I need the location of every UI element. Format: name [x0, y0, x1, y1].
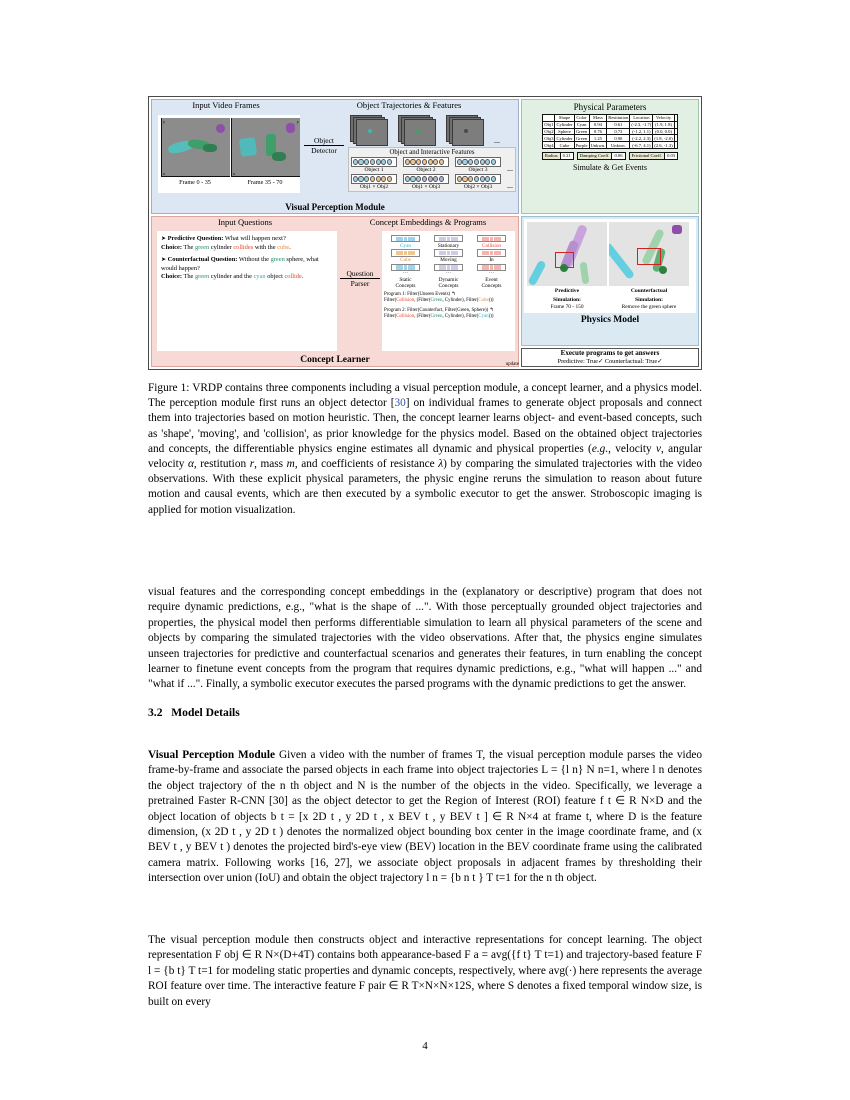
concept-learner-label: Concept Learner	[300, 355, 370, 365]
simulations-row	[524, 219, 696, 313]
embedding-columns	[384, 235, 513, 289]
physical-parameters-title: Physical Parameters	[573, 102, 647, 112]
param-cell-1-3: 0.76	[589, 128, 607, 135]
features-title: Object and Interactive Features	[389, 149, 475, 156]
body-paragraph-3: The visual perception module then constructs object and interactive representations for concept learning. The object representation F obj ∈ R N×(D+4T) contains both appearance-based F a = avg({f t} T t=1) and trajectory-based feature F l = {b t} T t=1 for modeling static properties and dynamic concepts, respectively, where avg(·) here represents the average ROI feature over time. The interactive feature F pair ∈ R T×N×N×12S, where S denotes a fixed temporal window size, is built on every	[148, 934, 702, 1008]
parser-line-1: Question	[340, 269, 380, 279]
embedding-group-0: Static Concepts	[395, 277, 416, 290]
physics-model-panel	[521, 216, 699, 346]
embedding-bar-extra-2	[477, 264, 506, 271]
object-feature-label-2: Object 2	[416, 167, 436, 174]
embedding-bar-1-0	[434, 235, 463, 242]
pair-feature-1	[351, 174, 397, 190]
param-cell-1-5: (-1.2, 1.1)	[630, 128, 653, 135]
caption-text-4: , angular velocity	[148, 442, 702, 471]
caption-eg: e.g.	[591, 442, 609, 455]
input-video-frames-title: Input Video Frames	[192, 100, 260, 110]
program-token-1-0: Filter(	[384, 314, 397, 320]
table-row	[543, 135, 677, 142]
question-parser-label	[340, 269, 380, 288]
param-cell-3-5: (-6.7, 4.1)	[630, 142, 653, 149]
figure-caption	[148, 381, 702, 518]
embedding-bar-extra-0	[391, 264, 420, 271]
embedding-label-2-1: In	[489, 257, 494, 264]
section-title: Model Details	[171, 706, 240, 719]
embedding-group-1: Dynamic Concepts	[438, 277, 459, 290]
question-text-predictive: What will happen next?	[223, 235, 286, 242]
frame-2-image: y x	[233, 119, 299, 176]
embedding-dots-2: ···	[489, 271, 494, 277]
param-cell-2-4: 0.90	[607, 135, 630, 142]
caption-text-1: VRDP contains three components including a visual perception module, a concept learner, and a physics model. The perception module first runs an object detector [	[148, 382, 702, 410]
program-token-1-3: Green	[430, 314, 443, 320]
param-column-header-7	[674, 115, 677, 122]
param-cell-2-3: 1.25	[589, 135, 607, 142]
choice-predictive-p6: .	[289, 243, 291, 251]
embedding-dots-0: ···	[403, 271, 408, 277]
pair-feature-3	[455, 174, 501, 190]
features-box	[348, 147, 516, 192]
caption-text-7: , and coefficients of resistance	[294, 458, 439, 471]
choice-predictive-p4: with the	[253, 243, 278, 251]
param-cell-0-3: 0.94	[589, 121, 607, 128]
param-column-header-6: Velocity	[653, 115, 674, 122]
param-cell-3-2: Purple	[575, 142, 588, 148]
param-cell-0-1: Cylinder	[556, 122, 573, 128]
choice-predictive-p2: cylinder	[209, 243, 234, 251]
concept-learner-panel	[151, 216, 519, 367]
pair-feature-label-1: Obj1 × Obj2	[359, 184, 389, 191]
param-cell-3-1: Cube	[555, 142, 574, 149]
predictive-sim-title-2: Simulation:	[553, 297, 581, 303]
object-feature-label-1: Object 1	[364, 167, 384, 174]
section-heading	[148, 706, 702, 719]
embedding-column-0	[386, 235, 426, 289]
program-token-1-1: Collision	[396, 314, 415, 320]
param-cell-0-7	[674, 121, 677, 128]
coefficient-1	[577, 152, 626, 160]
embedding-label-1-1: Moving	[440, 257, 457, 264]
program-token-0-5: Cube	[478, 298, 489, 304]
param-cell-3-4: Unkwn.	[607, 142, 630, 149]
object-feature-2	[403, 157, 449, 173]
paragraph-2-lead: Visual Perception Module	[148, 749, 276, 761]
embedding-column-1	[429, 235, 469, 289]
param-cell-1-7	[674, 128, 677, 135]
choice-cf-collide: collide	[284, 273, 302, 281]
video-frames-box	[158, 115, 300, 193]
question-type-predictive: Predictive Question:	[167, 235, 224, 242]
table-row	[543, 142, 677, 149]
object-feature-ellipsis: ...	[507, 164, 513, 174]
visual-perception-module-label: Visual Perception Module	[285, 202, 385, 212]
param-cell-2-2: Green	[575, 135, 588, 141]
embedding-bar-2-1	[477, 249, 506, 256]
simulate-get-events-label: Simulate & Get Events	[573, 162, 647, 172]
program-token-0-3: Green	[430, 298, 443, 304]
embedding-dots-1: ···	[446, 271, 451, 277]
embedding-label-2-0: Collision	[481, 242, 502, 249]
embedding-column-2	[472, 235, 512, 289]
counterfactual-sim-title-1: Counterfactual	[630, 288, 668, 294]
vpm-body	[152, 114, 518, 196]
choice-cf-green: green	[194, 273, 210, 281]
param-cell-2-7	[674, 135, 677, 142]
page-content	[145, 0, 705, 1100]
coefficient-value-2: 0.03	[667, 153, 676, 159]
vpm-titles	[152, 100, 518, 114]
choice-cf-p2: cylinder and the	[209, 273, 254, 281]
program-token-0-4: , Cylinder), Filter(	[442, 298, 479, 304]
table-row	[543, 121, 677, 128]
pair-feature-label-3: Obj2 × Obj3	[463, 184, 493, 191]
update-label: update	[505, 362, 519, 367]
visual-perception-module-panel	[151, 99, 519, 214]
question-text-cf-green: green	[270, 256, 285, 264]
pair-feature-label-2: Obj1 × Obj3	[411, 184, 441, 191]
choice-cf-cyan: cyan	[253, 273, 266, 281]
param-column-header-5: Location	[630, 115, 653, 122]
program-token-0-2: , (Filter(	[414, 298, 431, 304]
choice-label-counterfactual: Choice:	[161, 273, 182, 281]
param-cell-1-0: Obj2	[544, 128, 554, 134]
param-cell-3-3: Unkwn.	[590, 142, 606, 148]
trajectory-stack-1	[350, 115, 390, 145]
predictive-sim-sub: Frame 70 - 150	[550, 304, 584, 310]
frame-1-image: y x	[161, 118, 230, 177]
concept-embeddings-title: Concept Embeddings & Programs	[369, 217, 487, 227]
param-cell-1-1: Sphere	[555, 128, 574, 135]
object-feature-1	[351, 157, 397, 173]
trajectory-stack-3	[446, 115, 486, 145]
param-cell-2-1: Cylinder	[556, 135, 573, 141]
detector-line-1: Object	[304, 136, 344, 146]
physical-parameters-panel	[521, 99, 699, 214]
param-cell-1-6: (0.0, 0.0)	[653, 128, 674, 135]
concept-embeddings-box	[382, 231, 515, 351]
body-paragraph-1: visual features and the corresponding concept embeddings in the (explanatory or descriptive) program that does not require dynamic predictions, e.g., "what is the shape of ...". With those perceptually grounded object trajectories and properties, the physical model then performs differentiable simulation to learn all physical parameters of the scene and objects by comparing the simulated trajectories with the video observations. After that, the physics engine simulates unseen trajectories for predictive and counterfactual scenarios and generates their features, in turn enabling the concept learner to finetune event concepts from the program that requires dynamic predictions, e.g., "what will happen ..." and "what if ...". Finally, a symbolic executor executes the parsed programs with the dynamic predictions to get the answer.	[148, 586, 702, 691]
choice-label-predictive: Choice:	[161, 243, 182, 251]
coefficient-key-0: Radius	[543, 153, 561, 159]
detector-line-2: Detector	[311, 146, 337, 155]
embedding-label-0-1: Cube	[400, 257, 411, 264]
param-column-header-2: Color	[574, 115, 589, 122]
question-text-cf-1: Without the	[237, 256, 271, 264]
caption-text-6: , mass	[254, 458, 287, 471]
pair-feature-row	[351, 174, 513, 190]
choice-predictive-collides: collides	[233, 243, 254, 251]
input-questions-box	[157, 231, 337, 351]
execute-programs-box	[521, 348, 699, 367]
embedding-bar-1-1	[434, 249, 463, 256]
question-text-cf-2: sphere, what would happen?	[161, 256, 319, 272]
question-item-counterfactual	[161, 256, 333, 282]
programs-block	[384, 292, 513, 320]
param-cell-2-5: (-2.2, 2.3)	[630, 135, 653, 142]
object-detector-label	[304, 136, 344, 155]
object-feature-label-3: Object 3	[468, 167, 488, 174]
paragraph-2-text: Given a video with the number of frames T, the visual perception module parses the video frame-by-frame and associate the parsed objects in each frame into object trajectories L = {l n} N n=1, where l n denotes the object trajectory of the n th object and N is the number of the objects in the video. Specifically, we leverage a pretrained Faster R-CNN [30] as the object detector to get the Region of Interest (ROI) feature f t ∈ R N×D and the object location of objects b t = [x 2D t , y 2D t , x BEV t , y BEV t ] ∈ R N×4 at frame t, where D is the feature dimension, (x 2D t , y 2D t ) denotes the normalized object bounding box center in the image coordinate frame, and (x BEV t , y BEV t ) denotes the projected bird's-eye view (BEV) location in the BEV coordinate frame using the calibrated camera matrix. Following works [16, 27], we associate object proposals in adjacent frames by thresholding their intersection over union (IoU) and obtain the object trajectory l n = {b n t } T t=1 for the n th object.	[148, 749, 703, 885]
embedding-bar-0-1	[391, 249, 420, 256]
param-cell-3-0: Obj4	[544, 142, 554, 148]
execute-programs-title: Execute programs to get answers	[560, 349, 660, 357]
coefficient-value-1: 0.06	[614, 153, 623, 159]
counterfactual-simulation-image	[609, 222, 689, 286]
choice-predictive-p0: The	[183, 243, 195, 251]
param-cell-0-6: (1.9, 1.8)	[653, 121, 674, 128]
param-cell-0-0: Obj1	[544, 122, 554, 128]
param-cell-0-4: 0.61	[607, 121, 630, 128]
parser-line-2: Parser	[350, 279, 370, 288]
caption-text-8: ) by comparing the simulated trajectories with the video observations. With these explicit physical parameters, the physic engine reruns the simulation to reason about future motion and causal events, which are then executed by a symbolic executor to get the answer. Stroboscopic imaging is applied for motion visualization.	[148, 458, 702, 516]
param-cell-0-2: Cyan	[574, 121, 589, 128]
program-head-1: Program 2: Filter(Counterfact, Filter(Green, Sphere)) ↰	[384, 307, 494, 313]
object-feature-row	[351, 157, 513, 173]
param-column-header-4: Restitution	[608, 115, 629, 121]
choice-predictive-green: green	[194, 243, 210, 251]
embedding-group-2: Event Concepts	[481, 277, 502, 290]
embedding-bar-2-0	[477, 235, 506, 242]
caption-symbol-alpha: α	[187, 458, 194, 471]
object-trajectories-title: Object Trajectories & Features	[356, 100, 462, 110]
frame-2-caption: Frame 35 - 70	[247, 179, 283, 186]
program-token-1-6: )))	[488, 314, 494, 320]
choice-cf-p0: The	[183, 273, 195, 281]
caption-text-5: , restitution	[193, 458, 250, 471]
program-token-1-5: Cyan	[478, 314, 489, 320]
choice-cf-p4: object	[265, 273, 285, 281]
execute-programs-results: Predictive: True✓ Counterfactual: True✓	[557, 358, 663, 365]
program-token-0-0: Filter(	[384, 298, 397, 304]
param-column-header-1: Shape	[555, 115, 574, 122]
page-number: 4	[422, 1040, 428, 1052]
embedding-label-1-0: Stationary	[437, 242, 460, 249]
frame-1-caption: Frame 0 - 35	[179, 179, 211, 186]
param-cell-0-5: (-2.3, -1.7)	[631, 122, 652, 128]
question-type-counterfactual: Counterfactual Question:	[167, 256, 238, 264]
predictive-sim-title-1: Predictive	[554, 288, 580, 294]
counterfactual-sim-title-2: Simulation:	[635, 297, 663, 303]
counterfactual-simulation	[609, 222, 689, 310]
caption-citation-30: 30	[394, 397, 406, 410]
param-column-header-3: Mass	[589, 115, 607, 122]
caption-symbol-lambda: λ	[438, 458, 444, 471]
param-cell-3-7	[674, 142, 677, 149]
predictive-simulation	[527, 222, 607, 310]
embedding-bar-extra-1	[434, 264, 463, 271]
embedding-bar-0-0	[391, 235, 420, 242]
param-cell-3-6: (2.6, -1.3)	[654, 142, 673, 148]
physical-parameters-table	[542, 114, 677, 149]
question-item-predictive	[161, 235, 333, 252]
pair-feature-ellipsis: ...	[507, 181, 513, 191]
section-number: 3.2	[148, 706, 163, 719]
bullet-arrow-icon: ➤	[161, 236, 167, 242]
program-token-1-2: , (Filter(	[414, 314, 431, 320]
coefficient-value-0: 0.21	[562, 153, 571, 159]
body-paragraph-2	[148, 748, 702, 887]
trajectory-ellipsis: ...	[494, 136, 500, 145]
param-column-header-0	[543, 115, 555, 122]
frame-1-wrap	[161, 118, 229, 190]
caption-symbol-v: v	[655, 442, 661, 455]
program-token-0-6: )))	[488, 298, 494, 304]
param-cell-1-4: 0.73	[607, 128, 630, 135]
program-body-1	[384, 314, 513, 320]
caption-text-2: ] on individual frames to generate object proposals and connect them into trajectories based on motion heuristic. Then, the concept learner learns object- and event-based concepts, such as 'shape', 'moving', and 'collision', as prior knowledge for the physics model. Based on the obtained object trajectories and concepts, the differentiable physics engine estimates all dynamic and physical properties (	[148, 397, 703, 455]
param-cell-1-2: Green	[575, 128, 588, 134]
program-token-0-1: Collision	[396, 298, 415, 304]
figure-1	[148, 96, 702, 370]
choice-cf-p6: .	[301, 273, 304, 281]
bullet-arrow-icon-2: ➤	[161, 257, 167, 264]
coefficients-row	[522, 152, 698, 160]
trajectories-area	[348, 115, 516, 195]
trajectory-stacks	[348, 115, 516, 145]
coefficient-key-1: Damping Coeff.	[578, 153, 613, 159]
object-feature-3	[455, 157, 501, 173]
caption-symbol-r: r	[249, 458, 255, 471]
coefficient-key-2: Frictional Coeff.	[630, 153, 666, 159]
table-header-row	[543, 115, 677, 122]
param-cell-2-0: Obj3	[544, 135, 554, 141]
param-cell-2-6: (1.8, -2.0)	[654, 135, 673, 141]
embedding-label-0-0: Cyan	[400, 242, 411, 249]
coefficient-2	[629, 152, 679, 160]
program-head-0: Program 1: Filter(Unseen Events) ↰	[384, 292, 456, 298]
predictive-simulation-image	[527, 222, 607, 286]
trajectory-stack-2	[398, 115, 438, 145]
cl-titles	[152, 217, 518, 230]
caption-label: Figure 1:	[148, 382, 190, 394]
physics-model-label: Physics Model	[580, 315, 640, 325]
coefficient-0	[542, 152, 574, 160]
input-questions-title: Input Questions	[217, 217, 273, 227]
table-row	[543, 128, 677, 135]
program-token-1-4: , Cylinder), Filter(	[442, 314, 479, 320]
caption-symbol-m: m	[286, 458, 295, 471]
pair-feature-2	[403, 174, 449, 190]
choice-predictive-cube: cube	[277, 243, 290, 251]
frame-2-wrap	[231, 118, 299, 190]
caption-text-3: , velocity	[608, 442, 656, 455]
counterfactual-sim-sub: Remove the green sphere	[621, 304, 677, 310]
